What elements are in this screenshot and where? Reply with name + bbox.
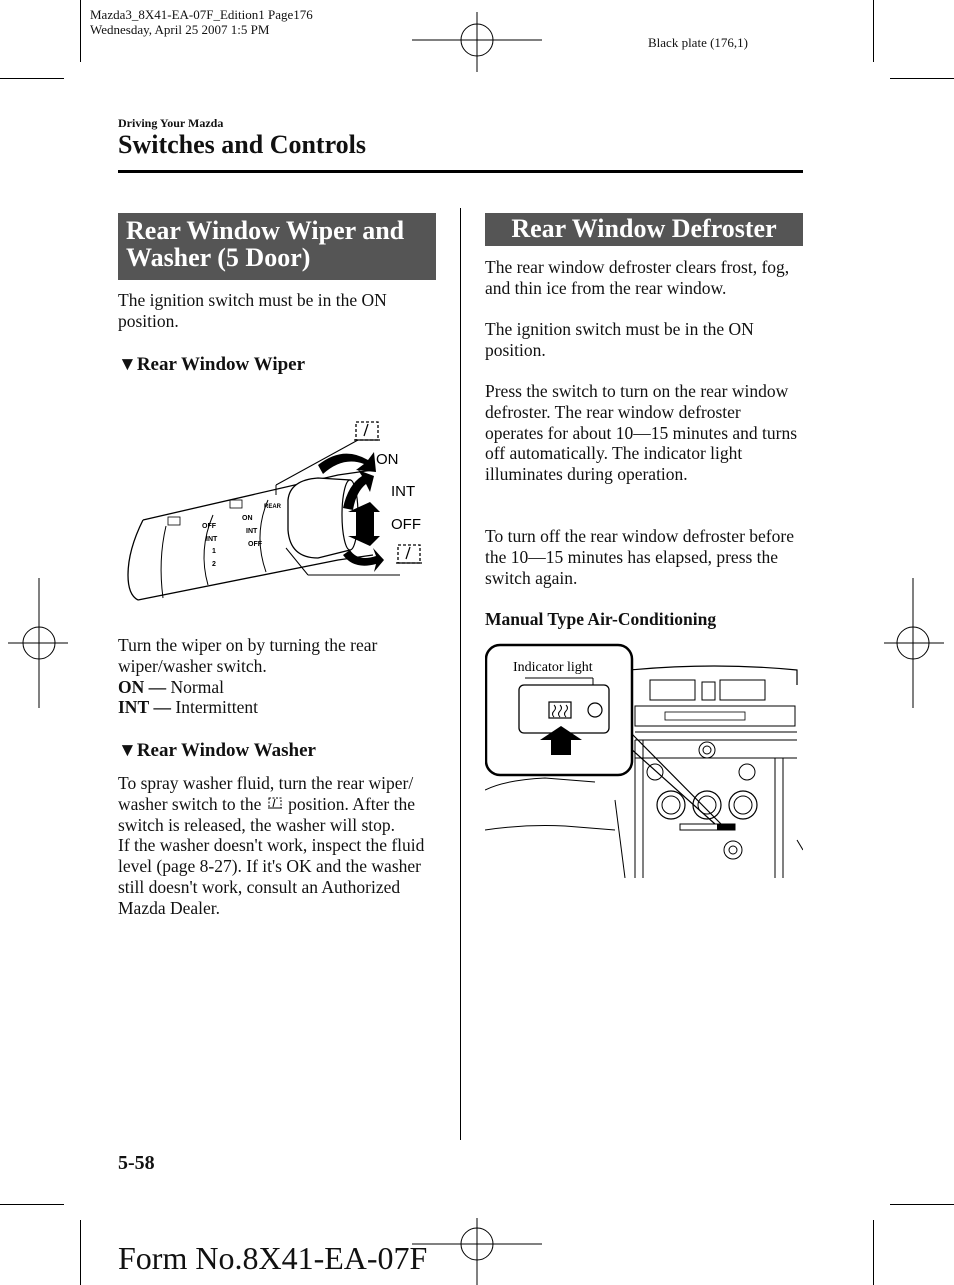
registration-mark-left <box>8 578 68 708</box>
print-plate: Black plate (176,1) <box>648 35 748 50</box>
wiper-symbol-icon <box>230 500 242 508</box>
figure-label-off: OFF <box>391 516 421 533</box>
lever-off2-mark: OFF <box>248 541 262 548</box>
left-section-title <box>118 213 436 280</box>
washer-text-c: If the washer doesn't work, inspect the fluid level (page 8-27). If it's OK and the washer still doesn't work, consult an Authorized Mazda Dealer. <box>118 835 425 918</box>
defroster-p3: Press the switch to turn on the rear window defroster. The rear window defroster operates for about 10―15 minutes and turns off automatically. The indicator light illuminates during operation. <box>485 381 798 485</box>
on-desc: Normal <box>170 677 224 697</box>
crop-mark-icon <box>0 1204 64 1205</box>
figure-label-int: INT <box>391 483 416 500</box>
int-desc: Intermittent <box>175 697 258 717</box>
washer-paragraph <box>118 773 438 919</box>
figure-label-on: ON <box>376 451 399 468</box>
crop-mark-icon <box>873 1220 874 1285</box>
lever-one-mark: 1 <box>212 548 216 555</box>
defroster-figure <box>485 640 803 878</box>
crop-mark-icon <box>890 1204 954 1205</box>
crop-mark-icon <box>0 78 64 79</box>
left-title-line1: Rear Window Wiper and <box>126 216 405 245</box>
washer-symbol-icon <box>396 545 422 563</box>
washer-symbol-icon <box>266 796 284 812</box>
indicator-light-label: Indicator light <box>513 660 593 675</box>
lever-int-mark: INT <box>206 536 218 543</box>
wiper-heading-text: Rear Window Wiper <box>136 354 306 375</box>
washer-text-a: To spray washer fluid, turn the rear wiper/ washer switch to the <box>118 773 414 814</box>
crop-mark-icon <box>80 1220 81 1285</box>
section-label: Driving Your Mazda <box>118 116 224 130</box>
print-date-line: Wednesday, April 25 2007 1:5 PM <box>90 22 270 37</box>
manual-ac-subheading: Manual Type Air-Conditioning <box>485 609 717 629</box>
lever-int2-mark: INT <box>246 528 258 535</box>
registration-mark-right <box>884 578 944 708</box>
int-term: INT <box>118 697 150 717</box>
int-definition <box>118 697 258 718</box>
print-file-line: Mazda3_8X41-EA-07F_Edition1 Page176 <box>90 7 313 22</box>
washer-text-b: position. After the switch is released, the washer will stop. <box>118 793 415 835</box>
wiper-description: Turn the wiper on by turning the rear wiper/washer switch. <box>118 635 378 676</box>
registration-mark-bottom <box>412 1218 542 1285</box>
lever-rear-mark: REAR <box>264 504 282 510</box>
column-divider <box>460 208 461 1140</box>
lever-two-mark: 2 <box>212 561 216 568</box>
defroster-p2: The ignition switch must be in the ON position. <box>485 319 754 360</box>
left-intro: The ignition switch must be in the ON position. <box>118 290 387 331</box>
wiper-lever-figure <box>118 400 436 606</box>
int-dash: — <box>153 697 171 717</box>
right-section-title: Rear Window Defroster <box>485 213 803 246</box>
header-rule <box>118 170 803 173</box>
washer-heading-text: Rear Window Washer <box>136 740 316 761</box>
washer-symbol-icon <box>354 422 380 440</box>
print-info <box>90 7 313 37</box>
defroster-p1: The rear window defroster clears frost, fog, and thin ice from the rear window. <box>485 257 790 298</box>
on-dash: — <box>148 677 167 697</box>
wiper-heading <box>118 354 305 376</box>
triangle-bullet-icon: ▼ <box>118 354 137 375</box>
registration-mark-top <box>412 12 542 72</box>
lever-off-mark: OFF <box>202 523 216 530</box>
on-term: ON <box>118 677 145 697</box>
form-number: Form No.8X41-EA-07F <box>118 1240 428 1276</box>
page-number: 5-58 <box>118 1152 155 1174</box>
crop-mark-icon <box>80 0 81 62</box>
washer-heading <box>118 740 316 762</box>
wiper-symbol-icon <box>168 517 180 525</box>
left-title-line2: Washer (5 Door) <box>126 243 311 272</box>
crop-mark-icon <box>890 78 954 79</box>
crop-mark-icon <box>873 0 874 62</box>
defroster-p4: To turn off the rear window defroster before the 10―15 minutes has elapsed, press the switch again. <box>485 526 794 588</box>
lever-on2-mark: ON <box>242 515 253 522</box>
triangle-bullet-icon: ▼ <box>118 740 137 761</box>
page-title: Switches and Controls <box>118 130 367 159</box>
on-definition <box>118 677 224 698</box>
